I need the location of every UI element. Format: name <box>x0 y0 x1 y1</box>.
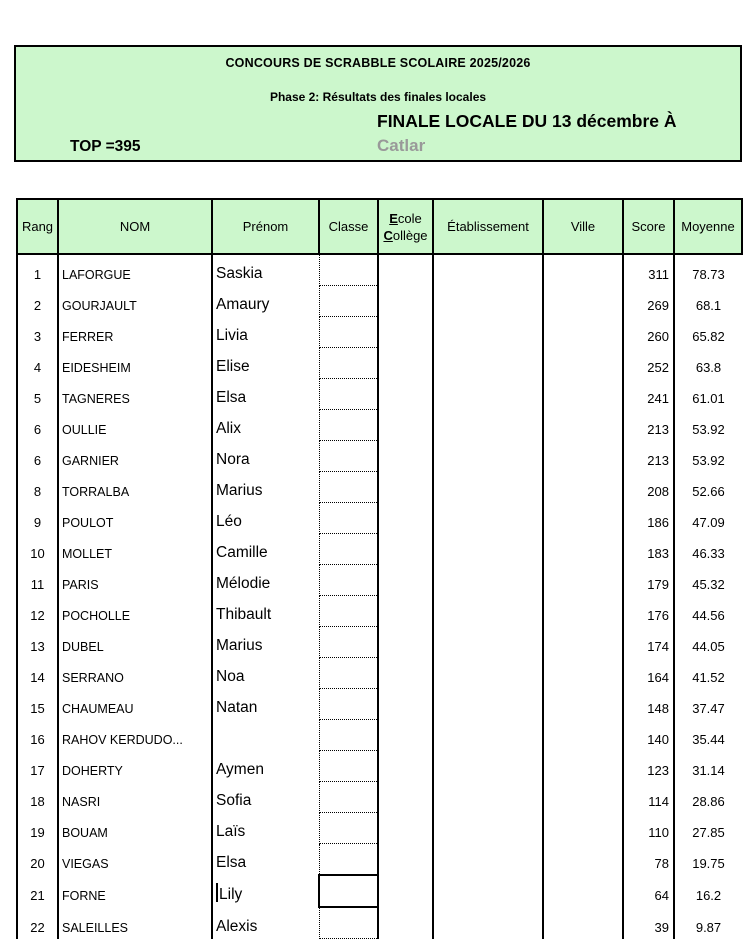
prenom-cell[interactable]: Marius <box>212 627 319 658</box>
ville-cell[interactable] <box>543 907 623 939</box>
rank-cell[interactable]: 11 <box>17 565 58 596</box>
table-row <box>17 875 742 907</box>
moyenne-cell[interactable]: 19.75 <box>674 844 742 876</box>
ville-cell[interactable] <box>543 565 623 596</box>
ville-cell[interactable] <box>543 441 623 472</box>
table-row <box>17 813 742 844</box>
ville-cell[interactable] <box>543 782 623 813</box>
classe-cell[interactable] <box>319 751 378 782</box>
prenom-cell[interactable]: Elsa <box>212 379 319 410</box>
classe-cell[interactable] <box>319 348 378 379</box>
ecole-college-cell[interactable] <box>378 410 433 441</box>
rank-cell[interactable]: 6 <box>17 410 58 441</box>
ville-cell[interactable] <box>543 534 623 565</box>
ville-cell[interactable] <box>543 503 623 534</box>
nom-cell[interactable]: VIEGAS <box>58 844 212 876</box>
ecole-college-cell[interactable] <box>378 379 433 410</box>
etablissement-cell[interactable] <box>433 907 543 939</box>
moyenne-cell[interactable]: 44.56 <box>674 596 742 627</box>
etablissement-cell[interactable] <box>433 472 543 503</box>
score-cell[interactable]: 148 <box>623 689 674 720</box>
classe-cell[interactable] <box>319 689 378 720</box>
rank-cell[interactable]: 20 <box>17 844 58 876</box>
ville-cell[interactable] <box>543 720 623 751</box>
prenom-cell[interactable]: Lily <box>212 875 319 907</box>
score-cell[interactable]: 114 <box>623 782 674 813</box>
header-ville[interactable]: Ville <box>543 199 623 254</box>
nom-cell[interactable]: BOUAM <box>58 813 212 844</box>
moyenne-cell[interactable]: 31.14 <box>674 751 742 782</box>
classe-cell[interactable] <box>319 782 378 813</box>
ville-cell[interactable] <box>543 689 623 720</box>
rank-cell[interactable]: 21 <box>17 875 58 907</box>
ville-cell[interactable] <box>543 254 623 286</box>
classe-cell[interactable] <box>319 472 378 503</box>
ecole-college-cell[interactable] <box>378 907 433 939</box>
prenom-cell[interactable]: Amaury <box>212 286 319 317</box>
score-cell[interactable]: 110 <box>623 813 674 844</box>
college-rest: ollège <box>392 227 428 243</box>
classe-cell[interactable] <box>319 254 378 286</box>
classe-cell[interactable] <box>319 720 378 751</box>
prenom-cell[interactable]: Noa <box>212 658 319 689</box>
moyenne-cell[interactable]: 53.92 <box>674 441 742 472</box>
score-cell[interactable]: 140 <box>623 720 674 751</box>
nom-cell[interactable]: DUBEL <box>58 627 212 658</box>
nom-cell[interactable]: SALEILLES <box>58 907 212 939</box>
finale-title: FINALE LOCALE DU 13 décembre À <box>377 111 677 131</box>
ecole-college-cell[interactable] <box>378 596 433 627</box>
table-row <box>17 689 742 720</box>
etablissement-cell[interactable] <box>433 813 543 844</box>
ecole-college-cell[interactable] <box>378 348 433 379</box>
nom-cell[interactable]: SERRANO <box>58 658 212 689</box>
etablissement-cell[interactable] <box>433 844 543 876</box>
ecole-college-cell[interactable] <box>378 844 433 876</box>
rank-cell[interactable]: 16 <box>17 720 58 751</box>
header-row <box>17 199 742 254</box>
classe-cell[interactable] <box>319 441 378 472</box>
etablissement-cell[interactable] <box>433 503 543 534</box>
classe-cell[interactable] <box>319 379 378 410</box>
classe-cell[interactable] <box>319 503 378 534</box>
etablissement-cell[interactable] <box>433 410 543 441</box>
rank-cell[interactable]: 19 <box>17 813 58 844</box>
prenom-cell[interactable]: Saskia <box>212 254 319 286</box>
nom-cell[interactable]: CHAUMEAU <box>58 689 212 720</box>
moyenne-cell[interactable]: 78.73 <box>674 254 742 286</box>
moyenne-cell[interactable]: 35.44 <box>674 720 742 751</box>
table-row <box>17 472 742 503</box>
ecole-college-cell[interactable] <box>378 782 433 813</box>
etablissement-cell[interactable] <box>433 751 543 782</box>
header-score[interactable]: Score <box>623 199 674 254</box>
prenom-cell[interactable] <box>212 720 319 751</box>
score-cell[interactable]: 78 <box>623 844 674 876</box>
ville-cell[interactable] <box>543 875 623 907</box>
top-score-label: TOP =395 <box>70 138 141 155</box>
prenom-cell[interactable]: Marius <box>212 472 319 503</box>
etablissement-cell[interactable] <box>433 317 543 348</box>
table-row <box>17 596 742 627</box>
classe-cell[interactable] <box>319 813 378 844</box>
ecole-college-cell[interactable] <box>378 720 433 751</box>
ville-cell[interactable] <box>543 472 623 503</box>
nom-cell[interactable]: DOHERTY <box>58 751 212 782</box>
nom-cell[interactable]: GOURJAULT <box>58 286 212 317</box>
ville-cell[interactable] <box>543 627 623 658</box>
score-cell[interactable]: 164 <box>623 658 674 689</box>
classe-cell[interactable] <box>319 627 378 658</box>
etablissement-cell[interactable] <box>433 782 543 813</box>
prenom-cell[interactable]: Natan <box>212 689 319 720</box>
score-cell[interactable]: 186 <box>623 503 674 534</box>
etablissement-cell[interactable] <box>433 254 543 286</box>
header-ecole-college[interactable] <box>378 199 433 254</box>
score-cell[interactable]: 311 <box>623 254 674 286</box>
header-classe[interactable]: Classe <box>319 199 378 254</box>
moyenne-cell[interactable]: 37.47 <box>674 689 742 720</box>
rank-cell[interactable]: 14 <box>17 658 58 689</box>
ecole-college-cell[interactable] <box>378 813 433 844</box>
etablissement-cell[interactable] <box>433 534 543 565</box>
rank-cell[interactable]: 1 <box>17 254 58 286</box>
prenom-cell[interactable]: Léo <box>212 503 319 534</box>
moyenne-cell[interactable]: 63.8 <box>674 348 742 379</box>
score-cell[interactable]: 176 <box>623 596 674 627</box>
nom-cell[interactable]: TORRALBA <box>58 472 212 503</box>
rank-cell[interactable]: 3 <box>17 317 58 348</box>
ecole-college-cell[interactable] <box>378 441 433 472</box>
prenom-cell[interactable]: Camille <box>212 534 319 565</box>
score-cell[interactable]: 183 <box>623 534 674 565</box>
ecole-college-cell[interactable] <box>378 534 433 565</box>
rank-cell[interactable]: 22 <box>17 907 58 939</box>
classe-cell[interactable] <box>319 286 378 317</box>
rank-cell[interactable]: 10 <box>17 534 58 565</box>
etablissement-cell[interactable] <box>433 441 543 472</box>
header-moyenne[interactable]: Moyenne <box>674 199 742 254</box>
ville-cell[interactable] <box>543 317 623 348</box>
nom-cell[interactable]: RAHOV KERDUDO... <box>58 720 212 751</box>
score-cell[interactable]: 213 <box>623 441 674 472</box>
ville-cell[interactable] <box>543 751 623 782</box>
header-rang[interactable]: Rang <box>17 199 58 254</box>
ecole-college-cell[interactable] <box>378 286 433 317</box>
score-cell[interactable]: 213 <box>623 410 674 441</box>
score-cell[interactable]: 123 <box>623 751 674 782</box>
table-row <box>17 658 742 689</box>
prenom-cell[interactable]: Mélodie <box>212 565 319 596</box>
table-row <box>17 627 742 658</box>
moyenne-cell[interactable]: 16.2 <box>674 875 742 907</box>
etablissement-cell[interactable] <box>433 565 543 596</box>
nom-cell[interactable]: OULLIE <box>58 410 212 441</box>
prenom-cell[interactable]: Sofia <box>212 782 319 813</box>
classe-cell[interactable] <box>319 317 378 348</box>
ecole-initial: E <box>389 210 398 226</box>
prenom-cell[interactable]: Elise <box>212 348 319 379</box>
score-cell[interactable]: 241 <box>623 379 674 410</box>
rank-cell[interactable]: 12 <box>17 596 58 627</box>
etablissement-cell[interactable] <box>433 348 543 379</box>
rank-cell[interactable]: 8 <box>17 472 58 503</box>
score-cell[interactable]: 260 <box>623 317 674 348</box>
score-cell[interactable]: 179 <box>623 565 674 596</box>
rank-cell[interactable]: 17 <box>17 751 58 782</box>
classe-cell[interactable] <box>319 907 378 939</box>
table-row <box>17 782 742 813</box>
table-row <box>17 254 742 286</box>
prenom-cell[interactable]: Alexis <box>212 907 319 939</box>
rank-cell[interactable]: 18 <box>17 782 58 813</box>
prenom-cell[interactable]: Livia <box>212 317 319 348</box>
moyenne-cell[interactable]: 41.52 <box>674 658 742 689</box>
table-row <box>17 503 742 534</box>
moyenne-cell[interactable]: 68.1 <box>674 286 742 317</box>
table-row <box>17 565 742 596</box>
ecole-college-cell[interactable] <box>378 503 433 534</box>
score-cell[interactable]: 174 <box>623 627 674 658</box>
table-row <box>17 286 742 317</box>
ville-cell[interactable] <box>543 813 623 844</box>
etablissement-cell[interactable] <box>433 658 543 689</box>
header-nom[interactable]: NOM <box>58 199 212 254</box>
prenom-cell[interactable]: Alix <box>212 410 319 441</box>
ville-cell[interactable] <box>543 286 623 317</box>
moyenne-cell[interactable]: 46.33 <box>674 534 742 565</box>
score-cell[interactable]: 208 <box>623 472 674 503</box>
table-row <box>17 844 742 876</box>
classe-cell[interactable] <box>319 410 378 441</box>
table-row <box>17 317 742 348</box>
rank-cell[interactable]: 2 <box>17 286 58 317</box>
moyenne-cell[interactable]: 27.85 <box>674 813 742 844</box>
table-row <box>17 379 742 410</box>
results-table <box>16 198 743 939</box>
table-row <box>17 348 742 379</box>
etablissement-cell[interactable] <box>433 627 543 658</box>
score-cell[interactable]: 252 <box>623 348 674 379</box>
nom-cell[interactable]: POCHOLLE <box>58 596 212 627</box>
nom-cell[interactable]: MOLLET <box>58 534 212 565</box>
moyenne-cell[interactable]: 28.86 <box>674 782 742 813</box>
phase-subtitle: Phase 2: Résultats des finales locales <box>269 90 487 104</box>
nom-cell[interactable]: POULOT <box>58 503 212 534</box>
nom-cell[interactable]: FERRER <box>58 317 212 348</box>
ville-cell[interactable] <box>543 410 623 441</box>
nom-cell[interactable]: GARNIER <box>58 441 212 472</box>
nom-cell[interactable]: PARIS <box>58 565 212 596</box>
classe-cell[interactable] <box>319 596 378 627</box>
ecole-college-cell[interactable] <box>378 751 433 782</box>
text-cursor <box>216 883 218 902</box>
classe-cell[interactable] <box>319 565 378 596</box>
contest-title: CONCOURS DE SCRABBLE SCOLAIRE 2025/2026 <box>225 56 531 70</box>
ecole-college-cell[interactable] <box>378 472 433 503</box>
prenom-cell[interactable]: Aymen <box>212 751 319 782</box>
table-row <box>17 410 742 441</box>
ville-cell[interactable] <box>543 348 623 379</box>
ecole-college-cell[interactable] <box>378 254 433 286</box>
results-body <box>17 254 742 939</box>
nom-cell[interactable]: TAGNERES <box>58 379 212 410</box>
moyenne-cell[interactable]: 44.05 <box>674 627 742 658</box>
ville-cell[interactable] <box>543 596 623 627</box>
college-initial: C <box>383 227 393 243</box>
moyenne-cell[interactable]: 52.66 <box>674 472 742 503</box>
prenom-cell[interactable]: Laïs <box>212 813 319 844</box>
rank-cell[interactable]: 4 <box>17 348 58 379</box>
nom-cell[interactable]: NASRI <box>58 782 212 813</box>
prenom-cell[interactable]: Thibault <box>212 596 319 627</box>
moyenne-cell[interactable]: 53.92 <box>674 410 742 441</box>
score-cell[interactable]: 269 <box>623 286 674 317</box>
classe-cell[interactable] <box>319 844 378 876</box>
moyenne-cell[interactable]: 65.82 <box>674 317 742 348</box>
ecole-college-cell[interactable] <box>378 627 433 658</box>
etablissement-cell[interactable] <box>433 720 543 751</box>
ville-cell[interactable] <box>543 379 623 410</box>
finale-place: Catlar <box>377 136 426 155</box>
classe-cell[interactable] <box>319 534 378 565</box>
header-prenom[interactable]: Prénom <box>212 199 319 254</box>
moyenne-cell[interactable]: 61.01 <box>674 379 742 410</box>
rank-cell[interactable]: 15 <box>17 689 58 720</box>
etablissement-cell[interactable] <box>433 379 543 410</box>
nom-cell[interactable]: EIDESHEIM <box>58 348 212 379</box>
etablissement-cell[interactable] <box>433 286 543 317</box>
rank-cell[interactable]: 13 <box>17 627 58 658</box>
moyenne-cell[interactable]: 47.09 <box>674 503 742 534</box>
moyenne-cell[interactable]: 45.32 <box>674 565 742 596</box>
rank-cell[interactable]: 6 <box>17 441 58 472</box>
nom-cell[interactable]: LAFORGUE <box>58 254 212 286</box>
classe-cell[interactable] <box>319 658 378 689</box>
score-cell[interactable]: 39 <box>623 907 674 939</box>
etablissement-cell[interactable] <box>433 689 543 720</box>
ecole-college-cell[interactable] <box>378 875 433 907</box>
prenom-cell[interactable]: Elsa <box>212 844 319 876</box>
nom-cell[interactable]: FORNE <box>58 875 212 907</box>
table-row <box>17 720 742 751</box>
ecole-college-cell[interactable] <box>378 317 433 348</box>
ecole-rest: cole <box>397 210 422 226</box>
score-cell[interactable]: 64 <box>623 875 674 907</box>
title-band <box>14 45 742 162</box>
table-row <box>17 441 742 472</box>
table-row <box>17 534 742 565</box>
ville-cell[interactable] <box>543 658 623 689</box>
etablissement-cell[interactable] <box>433 596 543 627</box>
ville-cell[interactable] <box>543 844 623 876</box>
selected-cell[interactable] <box>319 875 378 907</box>
rank-cell[interactable]: 9 <box>17 503 58 534</box>
prenom-cell[interactable]: Nora <box>212 441 319 472</box>
etablissement-cell[interactable] <box>433 875 543 907</box>
header-etablissement[interactable]: Établissement <box>433 199 543 254</box>
ecole-college-cell[interactable] <box>378 689 433 720</box>
table-row <box>17 751 742 782</box>
ecole-college-cell[interactable] <box>378 565 433 596</box>
moyenne-cell[interactable]: 9.87 <box>674 907 742 939</box>
ecole-college-cell[interactable] <box>378 658 433 689</box>
table-row <box>17 907 742 939</box>
rank-cell[interactable]: 5 <box>17 379 58 410</box>
